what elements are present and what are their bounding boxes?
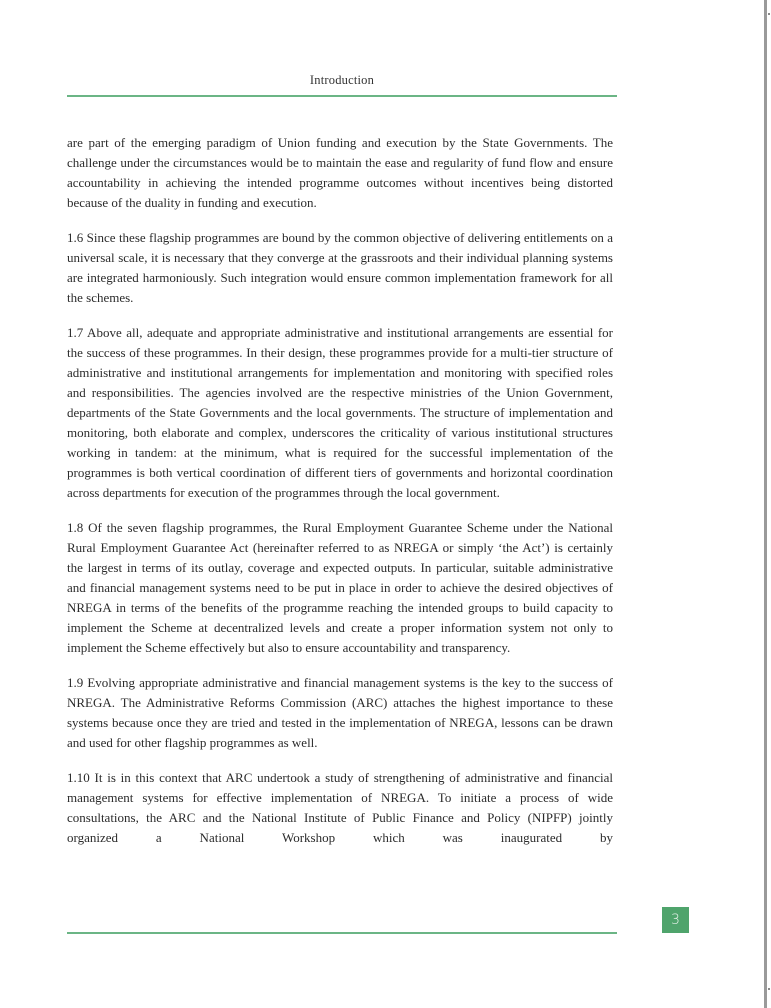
- header-rule: [67, 95, 617, 97]
- footer-rule: [67, 932, 617, 934]
- paragraph-1-10: 1.10 It is in this context that ARC undertook a study of strengthening of administrative and financial management systems for effective implementation of NREGA. To initiate a process of wide consultations, the ARC and the National Institute of Public Finance and Policy (NIPFP) jointly organized a National Workshop which was inaugurated by: [67, 770, 613, 845]
- running-header-title: Introduction: [309, 73, 375, 87]
- edge-mark: [768, 988, 770, 990]
- paragraph-1-7: 1.7 Above all, adequate and appropriate administrative and institutional arrangements are essential for the success of these programmes. In their design, these programmes provide for a multi-tier structure of administrative and institutional arrangements for implementation and monitoring with specified roles and responsibilities. The agencies involved are the respective ministries of the Union Government, departments of the State Governments and the local governments. The structure of implementation and monitoring, both elaborate and complex, underscores the criticality of various institutional structures working in tandem: at the minimum, what is required for the successful implementation of the programmes is both vertical coordination of different tiers of governments and horizontal coordination across departments for execution of the programmes through the local government.: [67, 325, 613, 500]
- document-body: [67, 133, 613, 863]
- page-number-badge: 3: [662, 907, 689, 933]
- paragraph-1-6: 1.6 Since these flagship programmes are bound by the common objective of delivering entitlements on a universal scale, it is necessary that they converge at the grassroots and their individual planning systems are integrated harmoniously. Such integration would ensure common implementation framework for all the schemes.: [67, 230, 613, 305]
- paragraph-1-9: 1.9 Evolving appropriate administrative and financial management systems is the key to the success of NREGA. The Administrative Reforms Commission (ARC) attaches the highest importance to these systems because once they are tried and tested in the implementation of NREGA, lessons can be drawn and used for other flagship programmes as well.: [67, 675, 613, 750]
- paragraph-continuation: are part of the emerging paradigm of Union funding and execution by the State Governments. The challenge under the circumstances would be to maintain the ease and regularity of fund flow and ensure accountability in achieving the intended programme outcomes without incentives being distorted because of the duality in funding and execution.: [67, 135, 613, 210]
- paragraph-1-8: 1.8 Of the seven flagship programmes, the Rural Employment Guarantee Scheme under the National Rural Employment Guarantee Act (hereinafter referred to as NREGA or simply ‘the Act’) is certainly the largest in terms of its outlay, coverage and expected outputs. In particular, suitable administrative and financial management systems need to be put in place in order to achieve the desired objectives of NREGA in terms of the benefits of the programme reaching the intended groups to build capacity to implement the Scheme at decentralized levels and create a proper information system not only to implement the Scheme effectively but also to ensure accountability and transparency.: [67, 520, 613, 655]
- edge-mark: [768, 13, 770, 15]
- page-edge-border: [764, 0, 767, 1008]
